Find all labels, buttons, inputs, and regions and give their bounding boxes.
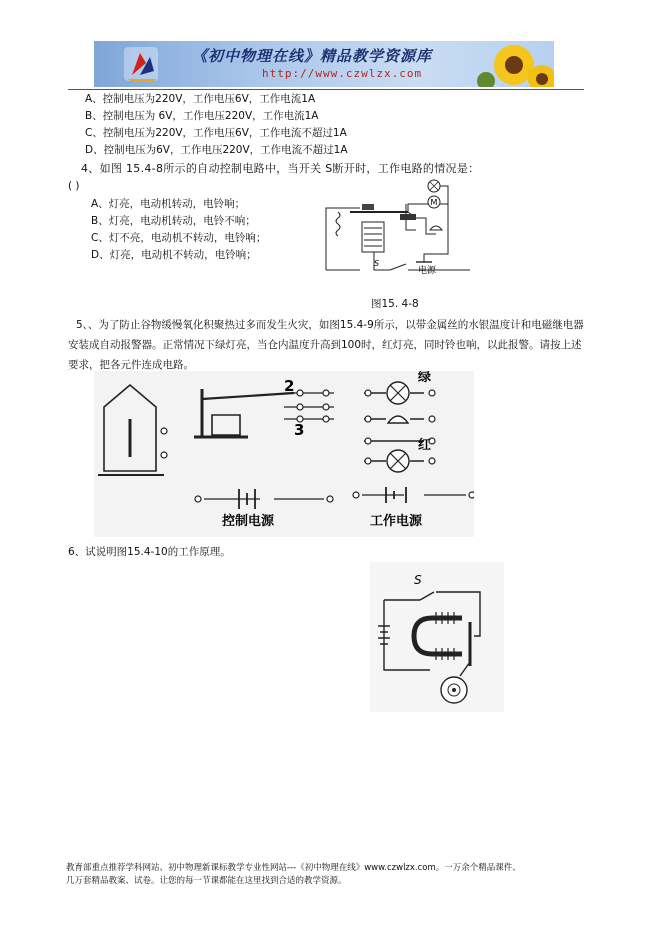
terminal-3-label: 3 bbox=[294, 421, 305, 439]
figure-s-label: S bbox=[374, 259, 380, 268]
footer bbox=[66, 862, 606, 888]
red-lamp-icon bbox=[387, 450, 409, 472]
contact-block bbox=[362, 204, 374, 210]
electromagnet-icon bbox=[362, 222, 384, 252]
switch-s-icon[interactable] bbox=[390, 264, 406, 270]
figure-15-4-10 bbox=[370, 562, 504, 712]
terminal-2-label: 2 bbox=[284, 377, 295, 395]
q4-option-a: A、灯亮，电动机转动，电铃响； bbox=[91, 198, 246, 210]
q4-option-d: D、灯亮，电动机不转动，电铃响； bbox=[91, 249, 257, 261]
green-label: 绿 bbox=[418, 371, 432, 385]
footer-line-1: 教育部重点推荐学科网站、初中物理新课标教学专业性网站---《初中物理在线》www.czwlzx.com。一万余个精品课件、 bbox=[66, 863, 521, 873]
figure-source-label: 电源 bbox=[418, 266, 437, 276]
bell-icon-3 bbox=[441, 677, 467, 703]
figure-15-4-9 bbox=[94, 371, 474, 537]
q4-option-b: B、灯亮，电动机转动，电铃不响； bbox=[91, 215, 256, 227]
control-source-label: 控制电源 bbox=[222, 514, 275, 529]
q3-option-d: D、控制电压为6V，工作电压220V，工作电流不超过1A bbox=[85, 144, 348, 156]
sunflower-icon bbox=[477, 45, 554, 87]
q4-answer-paren: ( ) bbox=[68, 180, 80, 192]
q4-option-c: C、灯不亮，电动机不转动，电铃响； bbox=[91, 232, 267, 244]
green-lamp-icon bbox=[387, 382, 409, 404]
control-circuit-wire bbox=[326, 208, 360, 270]
figure-15-4-8-caption: 图15. 4-8 bbox=[371, 298, 419, 310]
svg-text:M: M bbox=[430, 198, 438, 207]
q5-text: 5、、为了防止谷物缓慢氧化积聚热过多而发生火灾，如图15.4-9所示，以带金属丝的水银温度计和电磁继电器安装成自动报警器。正常情况下绿灯亮，当仓内温度升高到100时，红灯亮，同时铃也响，以此报警。请按上述要求，把各元件连成电路。 bbox=[68, 319, 584, 371]
figure-s-label-2: S bbox=[414, 573, 422, 587]
work-source-label: 工作电源 bbox=[370, 514, 423, 529]
q3-option-c: C、控制电压为220V，工作电压6V，工作电流不超过1A bbox=[85, 127, 347, 139]
header-banner bbox=[94, 41, 554, 87]
figure-15-4-8 bbox=[320, 174, 470, 278]
banner-title: 《初中物理在线》精品教学资源库 bbox=[192, 47, 433, 65]
footer-line-2: 几万套精品教案、试卷。让您的每一节课都能在这里找到合适的教学资源。 bbox=[66, 876, 347, 886]
red-label: 红 bbox=[418, 438, 432, 453]
q3-option-b: B、控制电压为 6V，工作电压220V，工作电流1A bbox=[85, 110, 319, 122]
bell-icon bbox=[430, 226, 442, 230]
work-circuit-wire bbox=[408, 186, 448, 212]
q3-option-a: A、控制电压为220V，工作电压6V，工作电流1A bbox=[85, 93, 316, 105]
banner-url: http://www.czwlzx.com bbox=[262, 67, 423, 80]
spring-icon bbox=[336, 212, 340, 236]
logo-mark-gold bbox=[128, 79, 156, 81]
q4-text: 4、如图 15.4-8所示的自动控制电路中，当开关 S断开时，工作电路的情况是： bbox=[81, 162, 480, 175]
header-divider bbox=[68, 89, 584, 90]
q6-text: 6、试说明图15.4-10的工作原理。 bbox=[68, 546, 231, 558]
